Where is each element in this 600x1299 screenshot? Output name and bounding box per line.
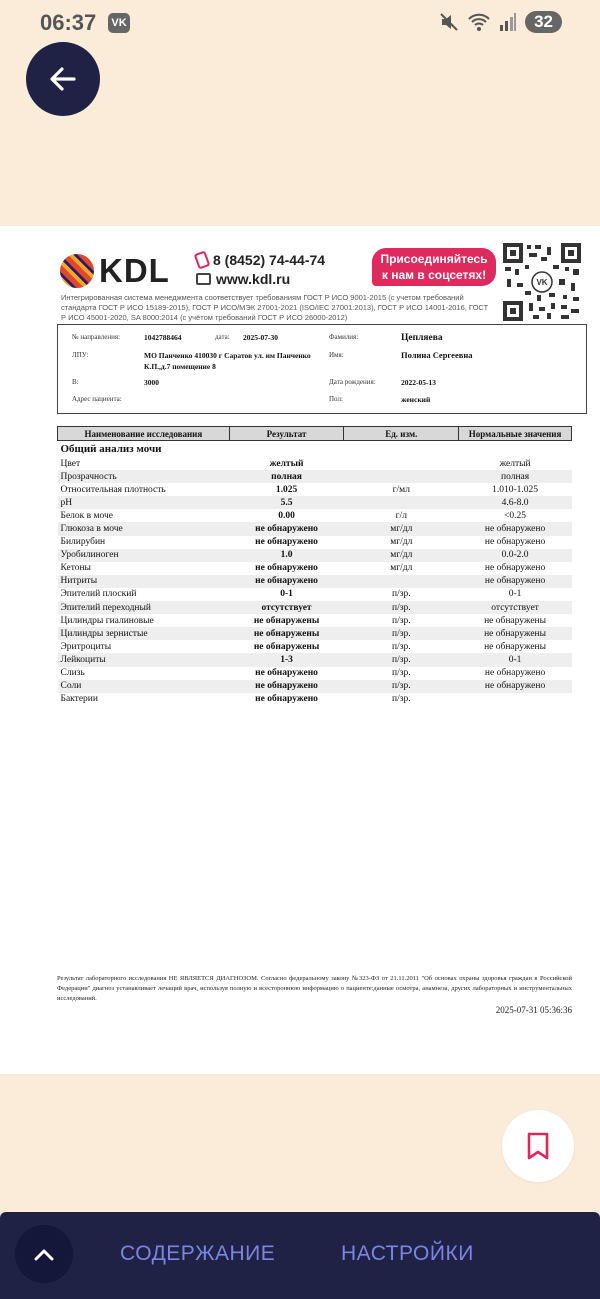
test-name: Лейкоциты [58, 653, 230, 666]
test-result: не обнаружено [229, 522, 344, 535]
table-row [58, 627, 572, 640]
status-icons [439, 11, 562, 33]
table-row [58, 496, 572, 509]
battery-indicator: 32 [525, 11, 562, 33]
test-name: Билирубин [60, 537, 106, 548]
test-result: 1.025 [275, 484, 298, 495]
test-normal: не обнаружены [484, 641, 547, 652]
test-unit: г/мл [392, 484, 410, 495]
test-name: Цилиндры гиалиновые [60, 615, 154, 626]
test-normal: не обнаружено [484, 668, 546, 679]
phone-icon [194, 250, 211, 269]
vk-icon: VK [108, 13, 130, 33]
table-row [58, 680, 572, 693]
test-unit: п/зр. [391, 641, 411, 652]
table-row [58, 509, 572, 522]
signal-icon [499, 12, 517, 32]
test-result: 1.0 [229, 549, 344, 562]
table-row [58, 601, 572, 614]
test-unit: п/зр. [344, 601, 459, 614]
section-row [58, 441, 572, 458]
test-result: отсутствует [229, 601, 344, 614]
test-normal: 4.6-8.0 [459, 496, 572, 509]
address-label: Адрес пациента: [72, 395, 122, 403]
test-result: не обнаружено [229, 575, 344, 588]
document-page [0, 226, 600, 1074]
test-name: Глюкоза в моче [58, 522, 230, 535]
contents-button[interactable]: СОДЕРЖАНИЕ [120, 1242, 276, 1265]
name-label: Имя: [329, 351, 344, 359]
test-normal: не обнаружено [459, 680, 572, 693]
test-name: Эритроциты [60, 641, 112, 652]
header-result: Результат [229, 427, 344, 441]
test-name: Цилиндры зернистые [58, 627, 230, 640]
test-result: не обнаружены [253, 641, 320, 652]
header-unit: Ед. изм. [344, 427, 459, 441]
test-normal: отсутствует [459, 601, 572, 614]
test-unit: мг/дл [344, 522, 459, 535]
table-row [58, 640, 572, 653]
test-name: Слизь [60, 668, 85, 679]
test-normal: желтый [499, 458, 531, 469]
status-bar [0, 0, 600, 46]
test-normal: 0.0-2.0 [459, 549, 572, 562]
status-time: 06:37 [40, 10, 97, 35]
disclaimer-text: Результат лабораторного исследования НЕ ЯВЛЯЕТСЯ ДИАГНОЗОМ. Согласно федеральному закону №323-ФЗ от 21.11.2011 "Об основах охраны здоровья граждан в Российской Федерации" диагноз устанавливает лечащий врач, используя полную и всестороннюю информацию о пациенте:данные осмотра, анамнеза, других лабораторных и инструментальных исследований. [57, 975, 572, 1002]
dob-label: Дата рождения: [329, 378, 376, 386]
qr-code [503, 243, 581, 321]
test-unit: мг/дл [390, 537, 413, 548]
date-label: дата: [215, 333, 230, 341]
social-line1: Присоединяйтесь [380, 252, 488, 266]
arrow-left-icon [48, 64, 78, 94]
contacts [196, 250, 325, 288]
header-test: Наименование исследования [58, 427, 230, 441]
test-unit: г/л [395, 510, 407, 521]
test-normal: 1.010-1.025 [492, 484, 539, 495]
test-unit: мг/дл [344, 549, 459, 562]
test-result: не обнаружено [255, 537, 318, 548]
bottom-bar [0, 1212, 600, 1299]
kdl-logo [60, 252, 170, 290]
test-result: не обнаружено [255, 694, 318, 705]
table-row [58, 522, 572, 535]
kdl-logo-mark [60, 254, 94, 288]
dob-value: 2022-05-13 [401, 378, 436, 387]
test-unit: п/зр. [344, 680, 459, 693]
test-name: Соли [58, 680, 230, 693]
table-row [58, 470, 572, 483]
order-label: № направления: [72, 333, 121, 341]
sex-value: женский [401, 395, 431, 404]
test-name: Бактерии [60, 694, 98, 705]
order-value: 1042788464 [144, 333, 182, 342]
test-normal: не обнаружено [484, 563, 546, 574]
date-value: 2025-07-30 [243, 333, 278, 342]
lpu-label: ЛПУ: [72, 351, 89, 359]
test-unit: мг/дл [390, 563, 413, 574]
chevron-up-icon [33, 1247, 55, 1261]
name-value: Полина Сергеевна [401, 350, 473, 360]
table-row [58, 562, 572, 575]
test-normal: 0-1 [508, 589, 522, 600]
test-unit: п/зр. [344, 653, 459, 666]
test-result: полная [229, 470, 344, 483]
table-row [58, 693, 572, 706]
test-name: Нитриты [58, 575, 230, 588]
table-row [58, 588, 572, 601]
test-result: 0-1 [280, 589, 293, 600]
test-name: Цвет [60, 458, 81, 469]
settings-button[interactable]: НАСТРОЙКИ [341, 1242, 474, 1265]
table-header [58, 427, 572, 441]
test-unit [344, 470, 459, 483]
v-value: 3000 [144, 378, 159, 387]
table-row [58, 483, 572, 496]
test-result: не обнаружено [255, 563, 318, 574]
logo-text: KDL [99, 252, 170, 289]
bookmark-icon [525, 1131, 551, 1161]
test-normal: полная [459, 470, 572, 483]
table-row [58, 536, 572, 549]
test-name: Прозрачность [58, 470, 230, 483]
test-name: Уробилиноген [58, 549, 230, 562]
svg-text:VK: VK [536, 278, 548, 287]
test-unit: п/зр. [344, 627, 459, 640]
patient-info [57, 324, 587, 414]
lpu-value: МО Панченко 410030 г Саратов ул. им Панченко К.П.,д.7 помещение 8 [144, 351, 311, 371]
test-name: Относительная плотность [60, 484, 166, 495]
social-banner [372, 248, 496, 286]
header-normal: Нормальные значения [459, 427, 572, 441]
test-normal [459, 693, 572, 706]
certification-text: Интегрированная система менеджмента соответствует требованиям ГОСТ Р ИСО 9001-2015 (с учетом требований стандарта ГОСТ Р ИСО 15189-2015), ГОСТ Р ИСО/МЭК 27001-2021 (ISO/IEC 27001:2013), ГОСТ Р ИСО 14001-2016, ГОСТ Р ИСО 45001-2020, SA 8000:2014 (с учётом требований ГОСТ Р ИСО 26000-2012) [61, 293, 489, 322]
sex-label: Пол: [329, 395, 343, 403]
bookmark-button[interactable] [502, 1110, 574, 1182]
social-line2: к нам в соцсетях! [381, 268, 487, 282]
test-normal: не обнаружено [459, 575, 572, 588]
test-normal: не обнаружено [459, 522, 572, 535]
surname-value: Цепляева [401, 333, 443, 343]
test-name: pH [58, 496, 230, 509]
test-normal: не обнаружено [484, 537, 546, 548]
monitor-icon [196, 273, 211, 285]
test-normal: не обнаружены [484, 615, 547, 626]
test-name: Кетоны [60, 563, 91, 574]
table-row [58, 575, 572, 588]
scroll-up-button[interactable] [15, 1225, 73, 1283]
surname-label: Фамилия: [329, 333, 359, 341]
results-table [57, 426, 572, 706]
test-unit: п/зр. [391, 694, 411, 705]
test-normal: <0.25 [504, 510, 527, 521]
test-normal: 0-1 [459, 653, 572, 666]
test-normal: не обнаружены [459, 627, 572, 640]
table-row [58, 667, 572, 680]
wifi-icon [467, 12, 491, 32]
table-row [58, 614, 572, 627]
test-name: Белок в моче [60, 510, 114, 521]
table-row [58, 549, 572, 562]
mute-icon [439, 12, 459, 32]
test-name: Эпителий плоский [60, 589, 137, 600]
test-result: желтый [269, 458, 304, 469]
back-button[interactable] [26, 42, 100, 116]
test-result: 5.5 [229, 496, 344, 509]
test-unit [344, 575, 459, 588]
report-datetime: 2025-07-31 05:36:36 [495, 1005, 572, 1015]
test-unit [344, 457, 459, 470]
test-result: не обнаружены [229, 627, 344, 640]
test-result: не обнаружено [229, 680, 344, 693]
test-unit: п/зр. [391, 589, 411, 600]
test-result: 1-3 [229, 653, 344, 666]
section-title: Общий анализ мочи [60, 443, 162, 455]
test-result: 0.00 [278, 510, 295, 521]
website: www.kdl.ru [216, 270, 291, 287]
test-unit: п/зр. [391, 615, 411, 626]
phone-number: 8 (8452) 74-44-74 [213, 251, 326, 268]
v-label: В: [72, 378, 79, 386]
test-result: не обнаружено [255, 668, 318, 679]
test-unit: п/зр. [391, 668, 411, 679]
table-row [58, 653, 572, 666]
table-row [58, 457, 572, 470]
test-result: не обнаружены [253, 615, 320, 626]
test-name: Эпителий переходный [58, 601, 230, 614]
test-unit [344, 496, 459, 509]
